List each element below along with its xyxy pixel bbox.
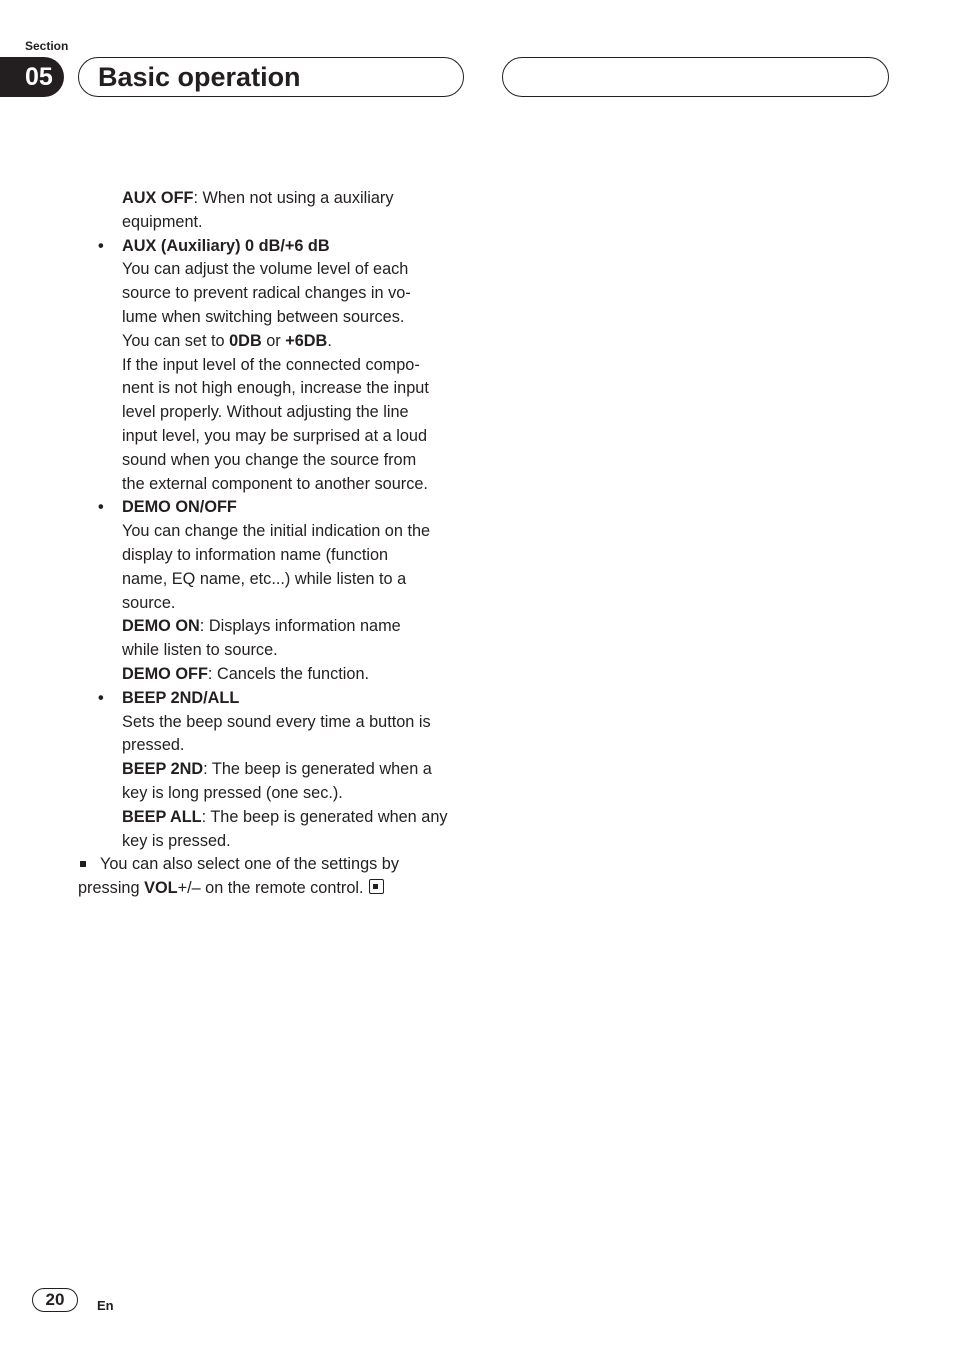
demo-on-line: DEMO ON: Displays information name — [122, 617, 401, 636]
note-line-2: pressing VOL+/– on the remote control. — [78, 877, 468, 901]
square-bullet-icon — [80, 861, 86, 867]
bullet-icon: • — [98, 236, 104, 255]
language-label: En — [97, 1298, 114, 1313]
beep-all-line: BEEP ALL: The beep is generated when any — [122, 807, 448, 826]
section-label: Section — [25, 39, 69, 53]
aux-level-options: You can set to 0DB or +6DB. — [122, 331, 332, 350]
aux-off-line: AUX OFF: When not using a auxiliary — [122, 189, 394, 207]
beep-heading: • BEEP 2ND/ALL — [78, 687, 468, 711]
bullet-icon: • — [98, 688, 104, 707]
bullet-icon: • — [98, 498, 104, 517]
beep-2nd-line: BEEP 2ND: The beep is generated when a — [122, 760, 432, 779]
demo-off-line: DEMO OFF: Cancels the function. — [122, 664, 370, 683]
end-mark-icon — [369, 879, 384, 894]
note-line: You can also select one of the settings by — [78, 853, 468, 877]
aux-off-term: AUX OFF — [122, 189, 194, 207]
header-right-box — [502, 57, 889, 97]
aux-level-heading: • AUX (Auxiliary) 0 dB/+6 dB — [78, 235, 468, 259]
body-text: AUX OFF: When not using a auxiliary equipment. • AUX (Auxiliary) 0 dB/+6 dB You can adjust the volume level of each source to prevent radical changes in vo- lume when switching between sources. You can set to 0DB or +6DB. If the input level of the connected compo- nent is not high enough, increase the input level properly. Without adjusting the line input level, you may be surprised at a loud sound when you change the source from the external component to another source. • DEMO ON/OFF You can change the initial indication on the display to information name (function name, EQ name, etc...) while listen to a source. DEMO ON: Displays information name while listen to source. DEMO OFF: Cancels the function. • BEEP 2ND/ALL Sets the beep sound every time a button is pressed. BEEP 2ND: The beep is generated when a key is long pressed (one sec.). BEEP ALL: The beep is generated when any key is pressed. You can also select one of the settings by pressing VOL+/– on the remote control. — [78, 187, 468, 901]
section-number-tab: 05 — [0, 57, 64, 97]
demo-heading: • DEMO ON/OFF — [78, 496, 468, 520]
page-title: Basic operation — [78, 57, 464, 97]
page-number: 20 — [32, 1288, 78, 1312]
